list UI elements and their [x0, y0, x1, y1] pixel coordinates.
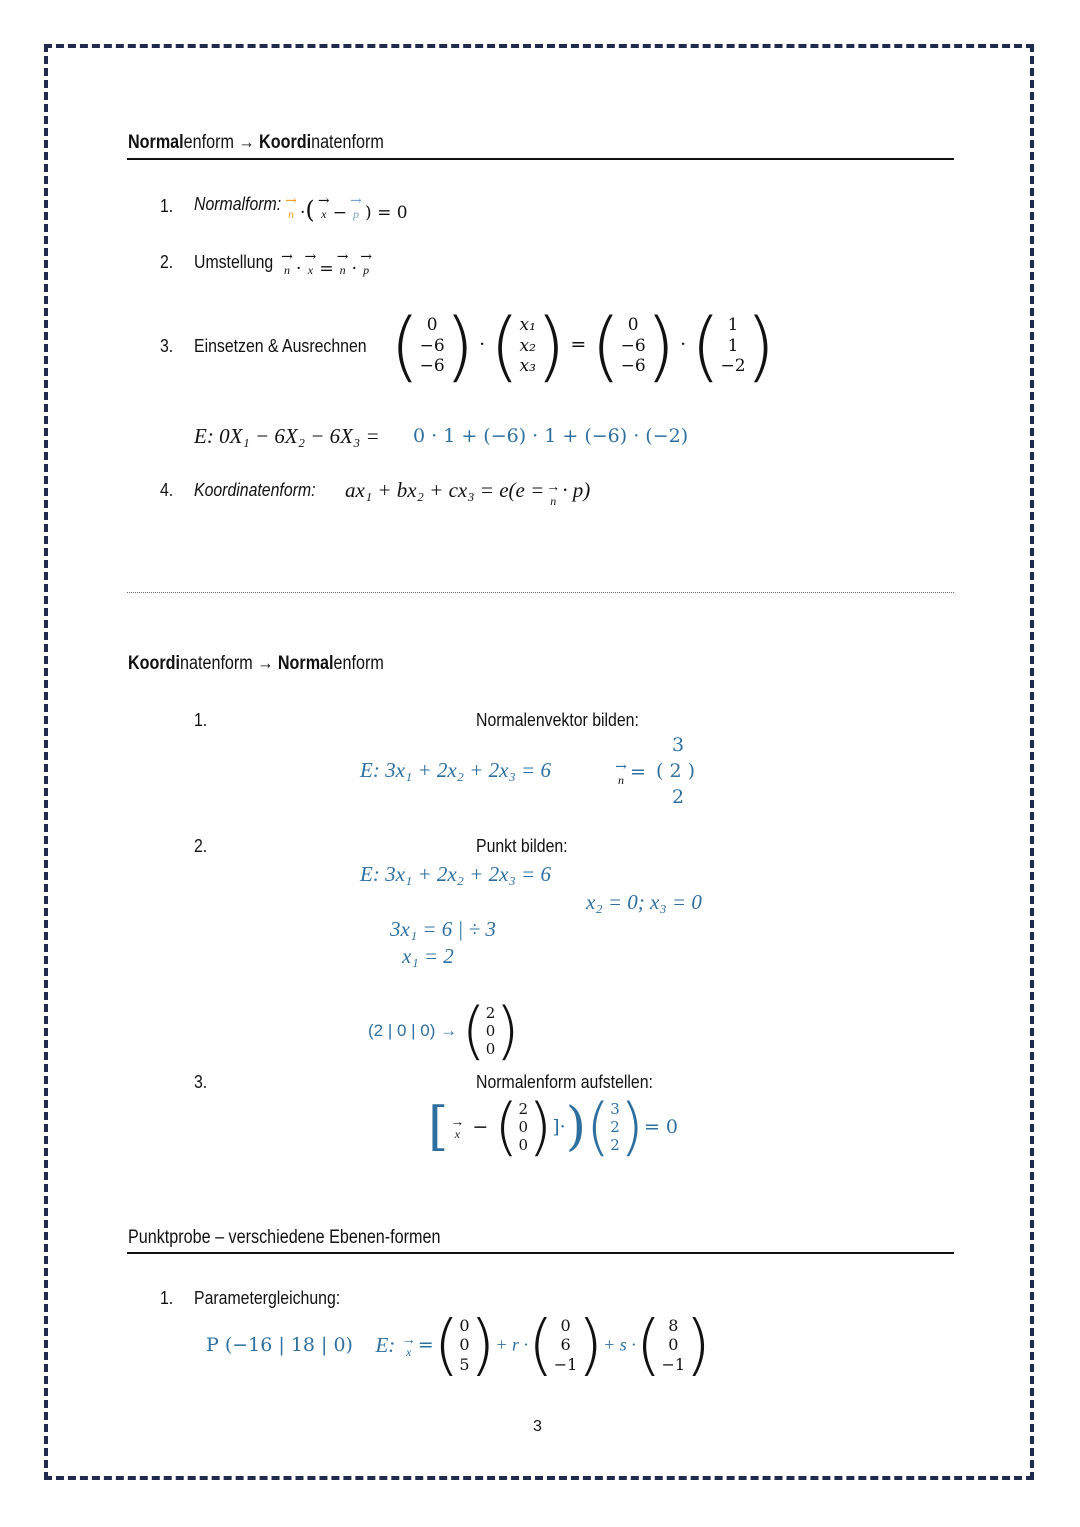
s2-n-vector-bottom: 2 — [672, 786, 685, 808]
s2-n-vector-top: 3 — [672, 734, 685, 756]
s2-n-vector: → n = — [615, 759, 646, 787]
section3-title: Punktprobe – verschiedene Ebenen-formen — [128, 1227, 441, 1248]
s1-equation-E-left: E: 0X₁ − 6X₂ − 6X₃ = — [194, 424, 380, 448]
s3-parametric-equation: P (−16 | 18 | 0) E: → x = ( 0 0 5 ) + r · ( 0 6 −1 ) + s · ( 8 0 −1 ) — [206, 1306, 711, 1383]
s2-step2-num: 2. — [194, 836, 208, 856]
s1-step2-num: 2. — [160, 252, 174, 272]
s1-coordinate-form: ax₁ + bx₂ + cx₃ = e(e = → n · p) — [345, 478, 591, 508]
s1-step1-label: Normalform: — [194, 194, 282, 214]
section3-rule — [127, 1252, 954, 1254]
s2-step2-line2: x₁ = 2 — [402, 944, 454, 968]
s1-step3-label: Einsetzen & Ausrechnen — [194, 336, 367, 356]
s1-step4-label: Koordinatenform: — [194, 480, 316, 500]
s2-step1-num: 1. — [194, 710, 208, 730]
s2-step2-label: Punkt bilden: — [476, 836, 568, 856]
section2-title: Koordinatenform → Normalenform — [128, 653, 384, 674]
s1-normalform-formula: → n ·( → x − → p ) = 0 — [285, 193, 408, 224]
s3-step1-num: 1. — [160, 1288, 174, 1308]
s1-dot-product-equation: ( 0 −6 −6 ) · ( x₁ x₂ x₃ ) = ( 0 −6 −6 ) · ( 1 1 −2 ) — [390, 301, 776, 390]
section-divider — [127, 592, 954, 593]
s1-umstellung-formula: → n · → x = → n · → p — [281, 249, 372, 279]
page-number: 3 — [533, 1418, 542, 1435]
s2-step3-num: 3. — [194, 1072, 208, 1092]
s2-step3-label: Normalenform aufstellen: — [476, 1072, 653, 1092]
s3-step1-label: Parametergleichung: — [194, 1288, 341, 1308]
s2-step2-equation: E: 3x₁ + 2x₂ + 2x₃ = 6 — [360, 862, 551, 886]
s1-step1-num: 1. — [160, 196, 174, 216]
s1-step4-num: 4. — [160, 480, 174, 500]
s1-equation-E-right: 0 · 1 + (−6) · 1 + (−6) · (−2) — [413, 425, 689, 447]
s2-point-to-vector: (2 | 0 | 0) → ( 2 0 0 ) — [368, 994, 520, 1067]
s2-step1-label: Normalenvektor bilden: — [476, 710, 639, 730]
s2-n-vector-mid: ( 2 ) — [656, 760, 695, 782]
s2-step2-zeros: x₂ = 0; x₃ = 0 — [586, 890, 702, 914]
s2-step1-equation: E: 3x₁ + 2x₂ + 2x₃ = 6 — [360, 758, 551, 782]
section1-title: Normalenform → Koordinatenform — [128, 132, 384, 153]
s2-normal-form-equation: [ → x − ( 2 0 0 ) ]·) ( 3 2 2 ) = 0 — [428, 1090, 679, 1163]
s1-step3-num: 3. — [160, 336, 174, 356]
s2-step2-line1: 3x₁ = 6 | ÷ 3 — [390, 917, 496, 941]
section1-rule — [127, 158, 954, 160]
s1-step2-label: Umstellung — [194, 252, 274, 272]
